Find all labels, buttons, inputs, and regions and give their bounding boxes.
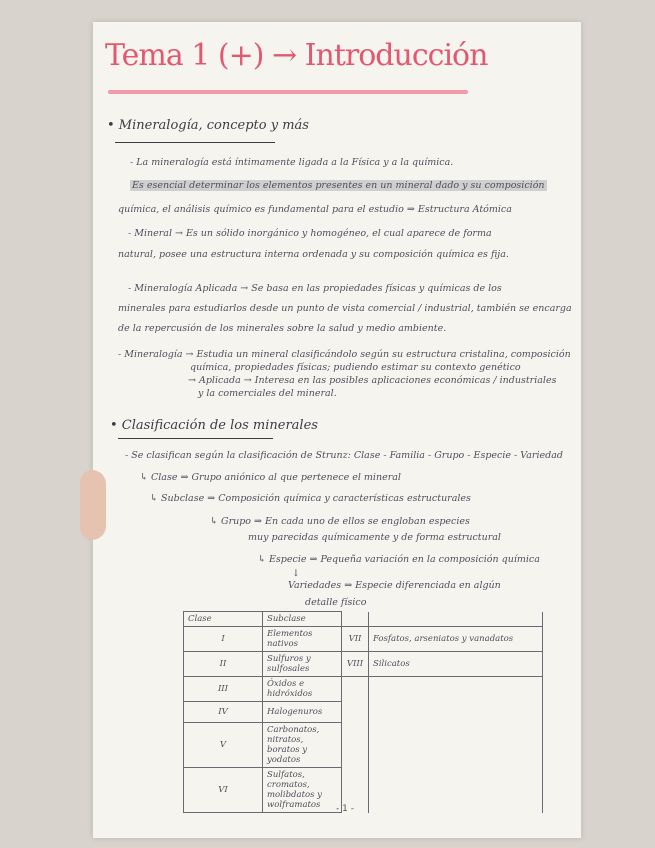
table-header: Subclase [263,612,342,627]
table-header: Clase [184,612,263,627]
table-cell: Carbonatos, nitratos, boratos y yodatos [263,723,342,768]
text-line: natural, posee una estructura interna ordenada y su composición química es fija. [118,249,509,260]
text-line: → Aplicada → Interesa en las posibles aplicaciones económicas / industriales [188,375,557,386]
table-row [184,677,543,702]
table-cell: I [184,627,263,652]
strunz-table [183,611,543,813]
text-line: química, propiedades físicas; pudiendo estimar su contexto genético [190,362,521,373]
table-header-row [184,612,543,627]
text-line: - Se clasifican según la clasificación de Strunz: Clase - Familia - Grupo - Especie - Variedad [125,450,563,461]
text-line: Variedades ⇒ Especie diferenciada en algún [288,580,501,591]
title-underline [108,90,468,94]
table-cell: VIII [342,652,369,677]
table-cell: Elementos nativos [263,627,342,652]
table-cell: Silicatos [369,652,543,677]
text-line: ↓ [292,568,300,579]
table-cell: VII [342,627,369,652]
section-heading-clasificacion: • Clasificación de los minerales [110,418,318,433]
text-line: - La mineralogía está íntimamente ligada a la Física y a la química. [130,157,454,168]
table-row [184,627,543,652]
text-line: ↳ Subclase ⇒ Composición química y características estructurales [150,493,471,504]
table-cell: II [184,652,263,677]
table-cell: Óxidos e hidróxidos [263,677,342,702]
text-line-highlight: Es esencial determinar los elementos presentes en un mineral dado y su composición [132,180,545,191]
section-heading-mineralogia: • Mineralogía, concepto y más [107,118,309,133]
text-line: ↳ Clase ⇒ Grupo aniónico al que pertenece el mineral [140,472,401,483]
text-line: y la comerciales del mineral. [198,388,337,399]
page-number: - 1 - [336,804,354,814]
text-line: ↳ Grupo ⇒ En cada uno de ellos se engloban especies [210,516,470,527]
text-line: de la repercusión de los minerales sobre la salud y medio ambiente. [118,323,447,334]
text-line: - Mineralogía → Estudia un mineral clasificándolo según su estructura cristalina, composición [118,349,571,360]
table-cell: III [184,677,263,702]
heading-underline [118,438,273,439]
table-cell: Sulfatos, cromatos, molibdatos y wolframatos [263,768,342,813]
heading-underline [115,142,275,143]
text-line: detalle físico [305,597,367,608]
table-cell: Halogenuros [263,702,342,723]
text-line: muy parecidas químicamente y de forma estructural [248,532,501,543]
text-line: minerales para estudiarlos desde un punto de vista comercial / industrial, también se encarga [118,303,572,314]
text-line: química, el análisis químico es fundamental para el estudio ⇒ Estructura Atómica [118,204,512,215]
table-cell: Sulfuros y sulfosales [263,652,342,677]
table-cell: V [184,723,263,768]
text-line: - Mineralogía Aplicada → Se basa en las propiedades físicas y químicas de los [128,283,502,294]
table-row [184,652,543,677]
text-line: ↳ Especie ⇒ Pequeña variación en la composición química [258,554,540,565]
table-cell: IV [184,702,263,723]
finger-photo-artifact [80,470,106,540]
text-line: - Mineral → Es un sólido inorgánico y homogéneo, el cual aparece de forma [128,228,492,239]
table-cell: VI [184,768,263,813]
table-cell: Fosfatos, arseniatos y vanadatos [369,627,543,652]
page-title: Tema 1 (+) → Introducción [105,38,488,73]
